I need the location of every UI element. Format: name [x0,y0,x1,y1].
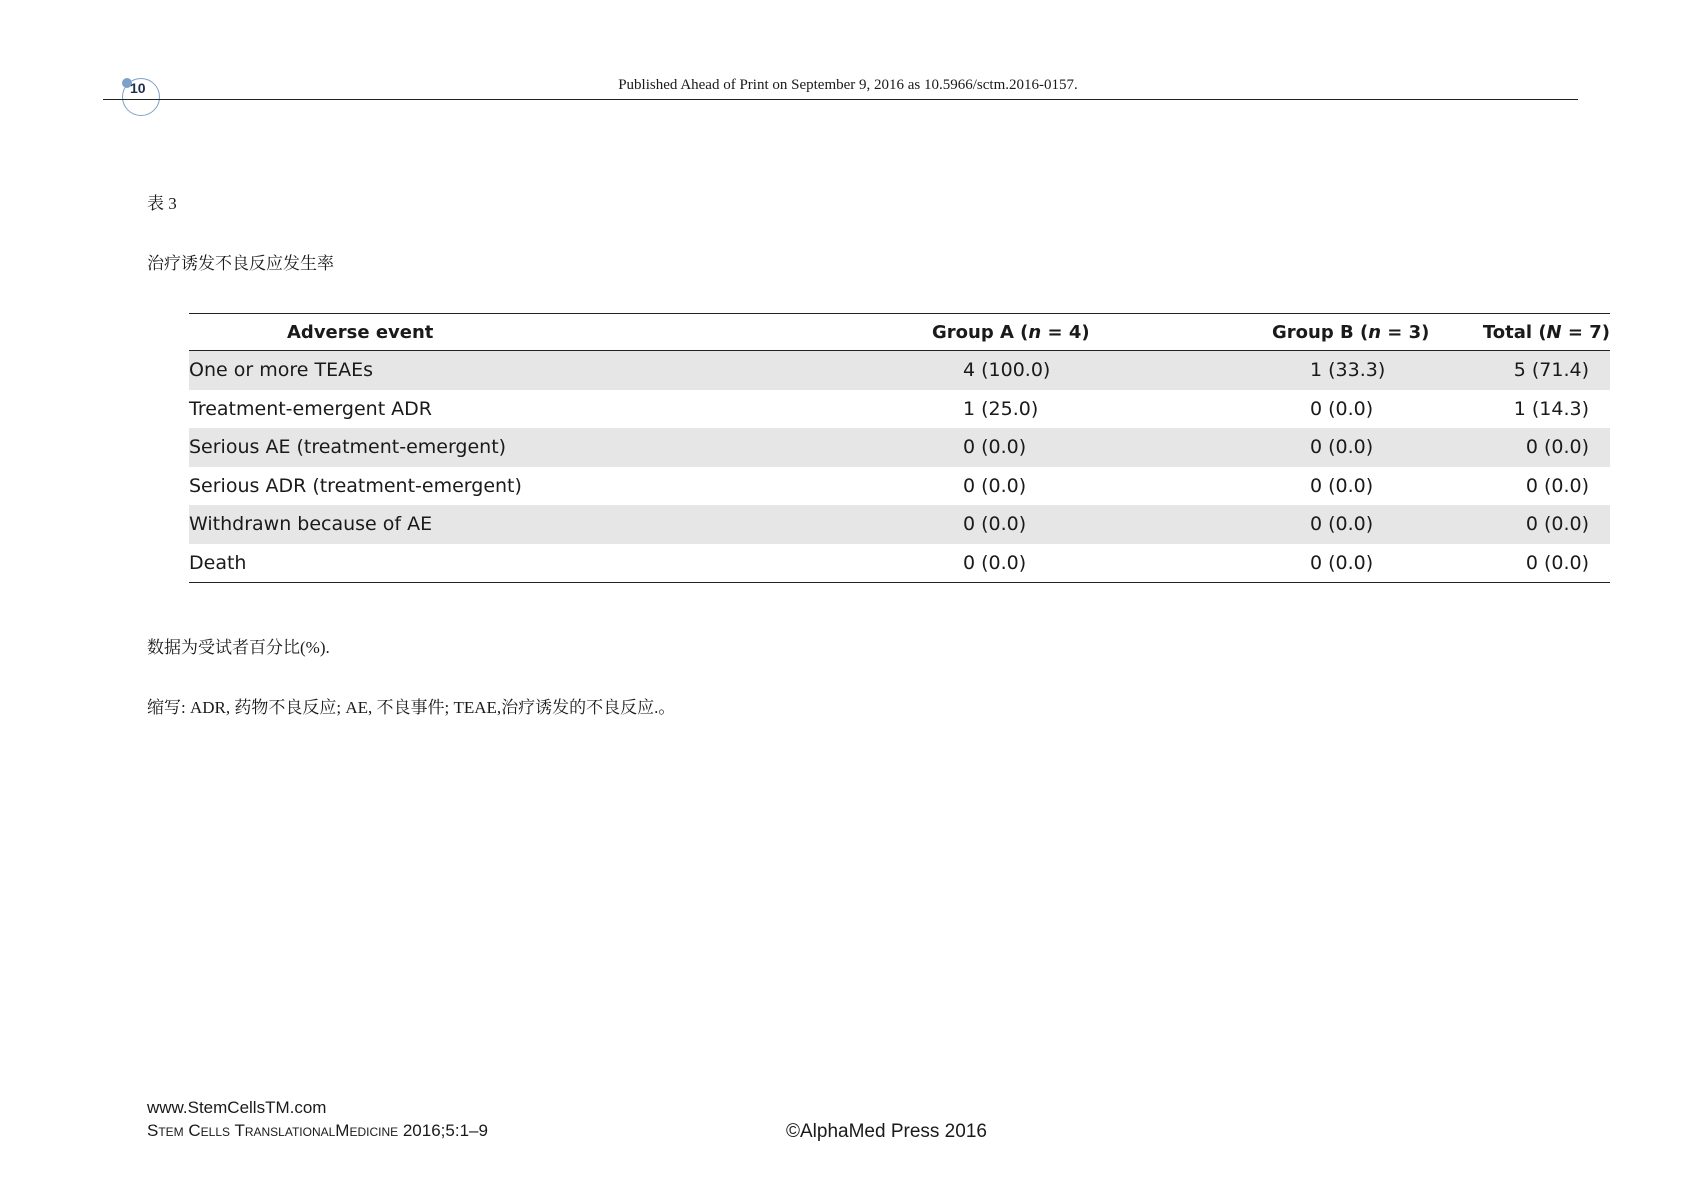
cell-event: Serious ADR (treatment-emergent) [189,474,522,497]
table-row [189,467,1610,506]
column-header-group-b: Group B (n = 3) [1129,314,1449,351]
table-row [189,351,1610,390]
table-title: 治疗诱发不良反应发生率 [147,254,334,273]
cell-group-b: 0 (0.0) [1129,544,1449,583]
footer-url: www.StemCellsTM.com [147,1098,327,1117]
cell-group-a: 0 (0.0) [749,505,1129,544]
cell-group-a: 1 (25.0) [963,397,1039,420]
cell-total: 0 (0.0) [1449,505,1610,544]
table-row [189,544,1610,583]
table-header-row [189,314,1610,351]
page-number: 10 [130,80,146,96]
cell-group-b: 0 (0.0) [1129,505,1449,544]
cell-event: Death [189,544,749,583]
cell-total: 5 (71.4) [1449,351,1610,390]
cell-event: One or more TEAEs [189,351,749,390]
cell-group-b: 1 (33.3) [1129,351,1449,390]
cell-total: 1 (14.3) [1513,397,1589,420]
table-row [189,390,1610,429]
column-header-adverse-event: Adverse event [189,314,749,351]
table-row [189,505,1610,544]
table-label: 表 3 [147,194,177,213]
column-header-total: Total (N = 7) [1449,314,1610,351]
cell-total: 0 (0.0) [1449,544,1610,583]
cell-group-b: 0 (0.0) [1310,397,1374,420]
cell-group-a: 0 (0.0) [749,544,1129,583]
table-note-data: 数据为受试者百分比(%). [147,638,330,657]
table-row [189,428,1610,467]
cell-group-a: 0 (0.0) [749,428,1129,467]
table-note-abbreviations: 缩写: ADR, 药物不良反应; AE, 不良事件; TEAE,治疗诱发的不良反应.。 [147,698,676,717]
cell-group-a: 4 (100.0) [749,351,1129,390]
cell-group-a: 0 (0.0) [963,474,1027,497]
cell-group-b: 0 (0.0) [1129,428,1449,467]
adverse-events-table [189,313,1610,583]
column-header-group-a: Group A (n = 4) [749,314,1129,351]
cell-event: Treatment-emergent ADR [189,397,433,420]
cell-total: 0 (0.0) [1525,474,1589,497]
footer-copyright: ©AlphaMed Press 2016 [786,1121,987,1142]
cell-group-b: 0 (0.0) [1310,474,1374,497]
cell-total: 0 (0.0) [1449,428,1610,467]
footer-journal-citation: Stem Cells TranslationalMedicine 2016;5:1–9 [147,1121,488,1140]
cell-event: Serious AE (treatment-emergent) [189,428,749,467]
header-rule [103,99,1578,100]
cell-event: Withdrawn because of AE [189,505,749,544]
running-head: Published Ahead of Print on September 9, 2016 as 10.5966/sctm.2016-0157. [618,77,1078,93]
